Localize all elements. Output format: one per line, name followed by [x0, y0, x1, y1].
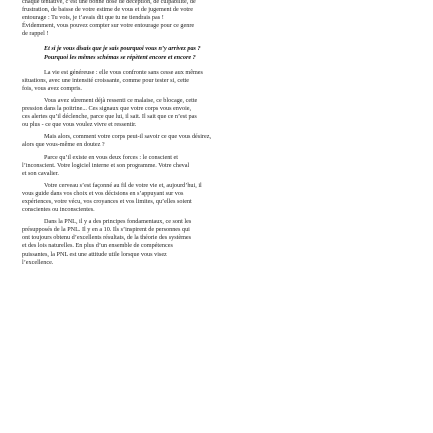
- body-line: ont toujours obtenu d’excellents résultats, de la théorie des systèmes: [22, 234, 192, 242]
- body-paragraph: [22, 69, 413, 93]
- body-line: puissantes, la PNL est une attitude utile lorsque vous visez: [22, 250, 167, 258]
- intro-line: entourage : Tu vois, je t’avais dit que tu ne tiendrais pas !: [22, 14, 164, 22]
- body-line: alors que vous-même en doutez ?: [22, 141, 105, 149]
- intro-paragraph: [22, 0, 413, 38]
- body-paragraph: [22, 97, 413, 129]
- body-paragraph: [22, 218, 413, 267]
- body-line: ces alertes qu’il déclenche, parce que lui, il sait. Il sait que ce n’est pas: [22, 113, 197, 121]
- body-line: présupposés de la PNL. Il y en a 10. Ils s’inspirent de personnes qui: [22, 226, 190, 234]
- body-line: pression dans la poitrine... Ces signaux que votre corps vous envoie,: [22, 105, 192, 113]
- body-line: Dans la PNL, il y a des principes fondamentaux, ce sont les: [44, 218, 192, 226]
- intro-line: chaque tentative, c’est une bonne dose de déception, de culpabilité, de: [22, 0, 196, 5]
- body-line: situations, avec une intensité croissante, comme pour tester si, cette: [22, 76, 190, 84]
- body-line: conscientes ou inconscientes.: [22, 206, 95, 214]
- intro-line: frustration, de baisse de votre estime de vous et de jugement de votre: [22, 6, 193, 14]
- spacer: [22, 38, 413, 45]
- question-line: Et si je vous disais que je sais pourquoi vous n’y arrivez pas ?: [44, 45, 201, 53]
- body-line: Mais alors, comment votre corps peut-il savoir ce que vous désirez,: [44, 133, 212, 141]
- body-paragraph: [22, 133, 413, 149]
- body-line: La vie est généreuse : elle vous confronte sans cesse aux mêmes: [44, 68, 203, 76]
- body-line: l’inconscient. Votre logiciel interne et son programme. Votre cheval: [22, 161, 190, 169]
- body-line: Vous avez sûrement déjà ressenti ce malaise, ce blocage, cette: [44, 96, 198, 104]
- intro-line: de rappel !: [22, 30, 49, 38]
- body-line: vous guide dans vos choix et vos décisions en s’appuyant sur vos: [22, 189, 184, 197]
- body-paragraph: [22, 182, 413, 214]
- body-paragraph: [22, 154, 413, 178]
- spacer: [22, 62, 413, 69]
- question-line: Pourquoi les mêmes schémas se répètent encore et encore ?: [44, 53, 196, 61]
- body-line: Parce qu’il existe en vous deux forces : le conscient et: [44, 153, 179, 161]
- body-line: et son cavalier.: [22, 169, 59, 177]
- body-line: et des lois naturelles. En plus d’un ensemble de compétences: [22, 242, 173, 250]
- body-line: fois, vous avez compris.: [22, 84, 82, 92]
- body-line: Votre cerveau s’est façonné au fil de votre vie et, aujourd’hui, il: [44, 181, 202, 189]
- section-question: [22, 45, 413, 61]
- body-line: l’excellence.: [22, 258, 54, 266]
- body-line: expériences, votre vécu, vos croyances et vos limites, qu’elles soient: [22, 197, 192, 205]
- body-line: ou plus - ce que vous voulez vivre et ressentir.: [22, 121, 137, 129]
- intro-line: Évidemment, vous pouvez compter sur votre entourage pour ce genre: [22, 22, 195, 30]
